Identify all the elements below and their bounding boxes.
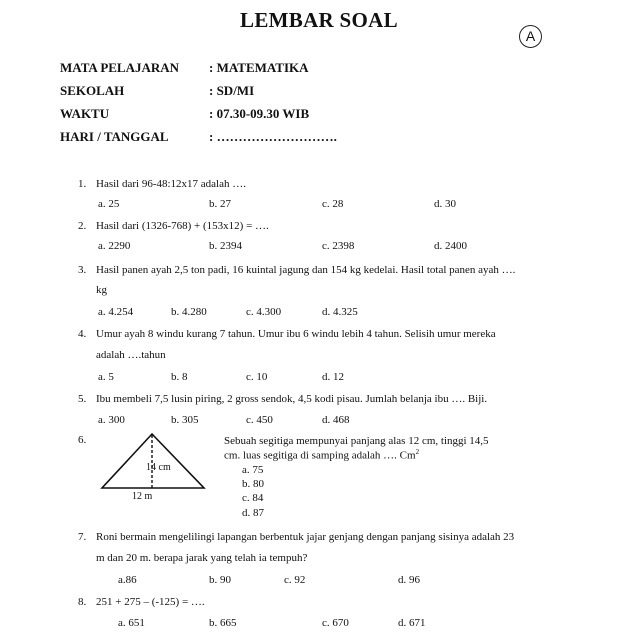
option-b: b. 4.280 — [171, 306, 207, 318]
version-badge: A — [519, 25, 542, 48]
option-c: c. 2398 — [322, 240, 355, 252]
question-text-continued: adalah ….tahun — [96, 349, 166, 361]
option-a: a. 300 — [98, 414, 125, 426]
question-number: 1. — [78, 178, 87, 190]
question-number: 6. — [78, 434, 87, 446]
question-text: 251 + 275 – (-125) = …. — [96, 596, 205, 608]
page-title: LEMBAR SOAL — [240, 8, 398, 32]
option-c: c. 670 — [322, 617, 349, 629]
option-b: b. 8 — [171, 371, 188, 383]
question-text: Hasil panen ayah 2,5 ton padi, 16 kuintal jagung dan 154 kg kedelai. Hasil total panen ayah …. — [96, 264, 516, 276]
option-d: d. 468 — [322, 414, 350, 426]
question-text-continued: cm. luas segitiga di samping adalah …. Cm$^2$ — [224, 448, 420, 462]
question-text: Ibu membeli 7,5 lusin piring, 2 gross sendok, 4,5 kodi pisau. Jumlah belanja ibu …. Biji. — [96, 393, 488, 405]
triangle-height-label: 14 cm — [146, 462, 171, 473]
question-number: 5. — [78, 393, 87, 405]
option-b: b. 2394 — [209, 240, 242, 252]
header-value-date: : ………………………. — [209, 129, 337, 144]
header-value-time: : 07.30-09.30 WIB — [209, 106, 310, 121]
question-text: Sebuah segitiga mempunyai panjang alas 12 cm, tinggi 14,5 — [224, 435, 489, 447]
question-number: 2. — [78, 220, 87, 232]
option-a: a. 2290 — [98, 240, 131, 252]
option-c: c. 4.300 — [246, 306, 282, 318]
option-a: a. 4.254 — [98, 306, 134, 318]
header-label-subject: MATA PELAJARAN — [60, 60, 180, 75]
option-c: c. 10 — [246, 371, 268, 383]
option-d: d. 87 — [242, 507, 264, 519]
option-d: d. 2400 — [434, 240, 467, 252]
option-a: a. 75 — [242, 464, 264, 476]
option-a: a. 25 — [98, 198, 120, 210]
option-d: d. 30 — [434, 198, 456, 210]
superscript: 2 — [415, 448, 420, 456]
option-c: c. 450 — [246, 414, 273, 426]
question-text: Roni bermain mengelilingi lapangan berbentuk jajar genjang dengan panjang sisinya adalah 23 — [96, 531, 515, 543]
option-c: c. 84 — [242, 492, 264, 504]
header-value-subject: : MATEMATIKA — [209, 60, 309, 75]
question-number: 4. — [78, 328, 87, 340]
option-a: a. 651 — [118, 617, 145, 629]
option-d: d. 4.325 — [322, 306, 358, 318]
question-text-continued: m dan 20 m. berapa jarak yang telah ia tempuh? — [96, 552, 308, 564]
header-label-time: WAKTU — [60, 106, 110, 121]
option-b: b. 305 — [171, 414, 199, 426]
header-value-school: : SD/MI — [209, 83, 255, 98]
option-b: b. 90 — [209, 574, 231, 586]
option-b: b. 665 — [209, 617, 237, 629]
question-text-continued: kg — [96, 284, 107, 296]
question-number: 8. — [78, 596, 87, 608]
question-text: Hasil dari 96-48:12x17 adalah …. — [96, 178, 246, 190]
triangle-base-label: 12 m — [132, 491, 153, 502]
option-a: a. 5 — [98, 371, 114, 383]
option-b: b. 27 — [209, 198, 231, 210]
header-label-school: SEKOLAH — [60, 83, 125, 98]
question-text: Umur ayah 8 windu kurang 7 tahun. Umur ibu 6 windu lebih 4 tahun. Selisih umur mereka — [96, 328, 496, 340]
option-d: d. 671 — [398, 617, 426, 629]
option-c: c. 92 — [284, 574, 306, 586]
header-label-date: HARI / TANGGAL — [60, 129, 169, 144]
option-d: d. 96 — [398, 574, 420, 586]
option-d: d. 12 — [322, 371, 344, 383]
question-text: Hasil dari (1326-768) + (153x12) = …. — [96, 220, 269, 232]
option-a: a.86 — [118, 574, 137, 586]
question-number: 3. — [78, 264, 87, 276]
question-number: 7. — [78, 531, 87, 543]
option-c: c. 28 — [322, 198, 344, 210]
option-b: b. 80 — [242, 478, 264, 490]
